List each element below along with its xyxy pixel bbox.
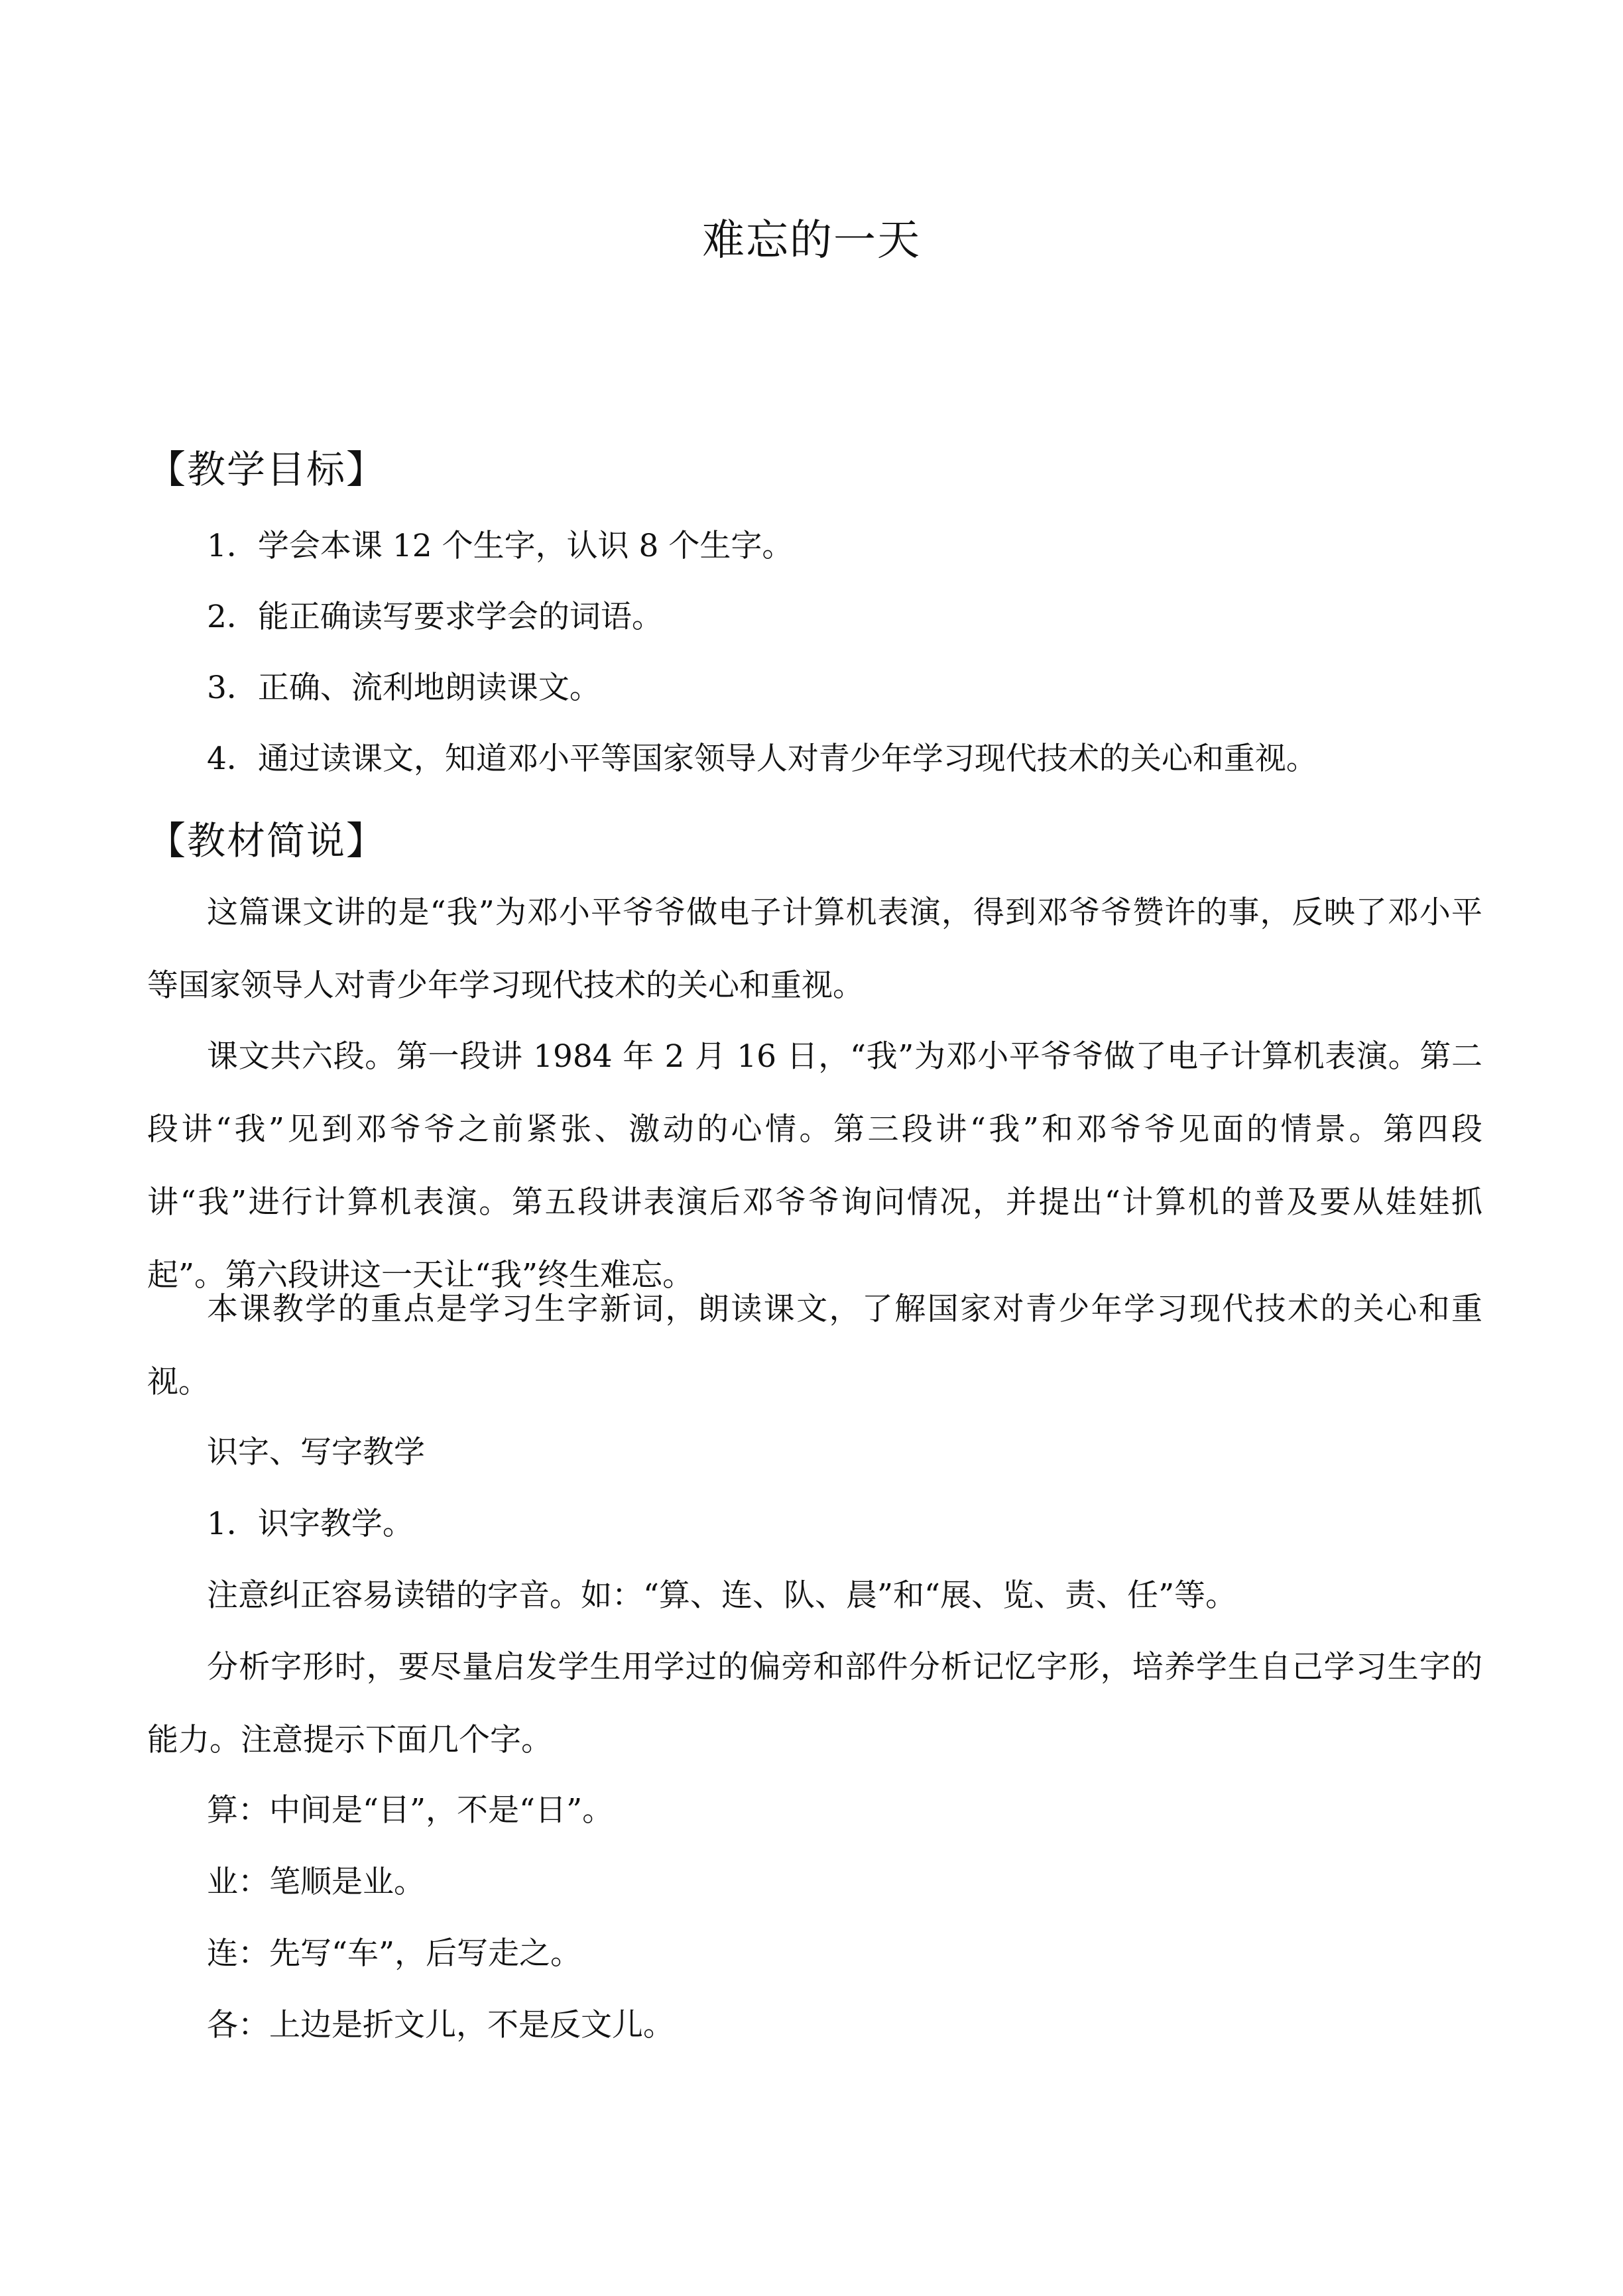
overview-paragraph: 算：中间是“目”，不是“日”。 xyxy=(207,1792,614,1829)
overview-paragraph: 注意纠正容易读错的字音。如：“算、连、队、晨”和“展、览、责、任”等。 xyxy=(207,1577,1237,1614)
overview-paragraph: 分析字形时，要尽量启发学生用学过的偏旁和部件分析记忆字形，培养学生自己学习生字的能力。注意提示下面几个字。 xyxy=(147,1649,1482,1758)
overview-paragraph: 业：笔顺是业。 xyxy=(207,1864,425,1900)
section-heading-objectives: 【教学目标】 xyxy=(147,447,387,492)
objective-item: 3．正确、流利地朗读课文。 xyxy=(207,670,601,706)
overview-paragraph: 1．识字教学。 xyxy=(207,1506,414,1542)
objective-item: 1．学会本课 12 个生字，认识 8 个生字。 xyxy=(207,528,794,564)
objective-item: 2．能正确读写要求学会的词语。 xyxy=(207,599,663,635)
overview-paragraph: 课文共六段。第一段讲 1984 年 2 月 16 日，“我”为邓小平爷爷做了电子计算机表演。第二段讲“我”见到邓爷爷之前紧张、激动的心情。第三段讲“我”和邓爷爷见面的情景。第四段讲“我”进行计算机表演。第五段讲表演后邓爷爷询问情况，并提出“计算机的普及要从娃娃抓起”。第六段讲这一天让“我”终生难忘。 xyxy=(147,1038,1482,1294)
overview-paragraph: 连：先写“车”，后写走之。 xyxy=(207,1935,582,1972)
section-heading-overview: 【教材简说】 xyxy=(147,818,387,863)
document-title: 难忘的一天 xyxy=(702,216,921,265)
overview-paragraph: 各：上边是折文儿，不是反文儿。 xyxy=(207,2007,674,2043)
overview-paragraph: 这篇课文讲的是“我”为邓小平爷爷做电子计算机表演，得到邓爷爷赞许的事，反映了邓小平等国家领导人对青少年学习现代技术的关心和重视。 xyxy=(147,894,1482,1004)
overview-paragraph: 本课教学的重点是学习生字新词，朗读课文，了解国家对青少年学习现代技术的关心和重视。 xyxy=(147,1291,1482,1400)
objective-item: 4．通过读课文，知道邓小平等国家领导人对青少年学习现代技术的关心和重视。 xyxy=(207,741,1317,777)
overview-paragraph: 识字、写字教学 xyxy=(207,1434,425,1471)
